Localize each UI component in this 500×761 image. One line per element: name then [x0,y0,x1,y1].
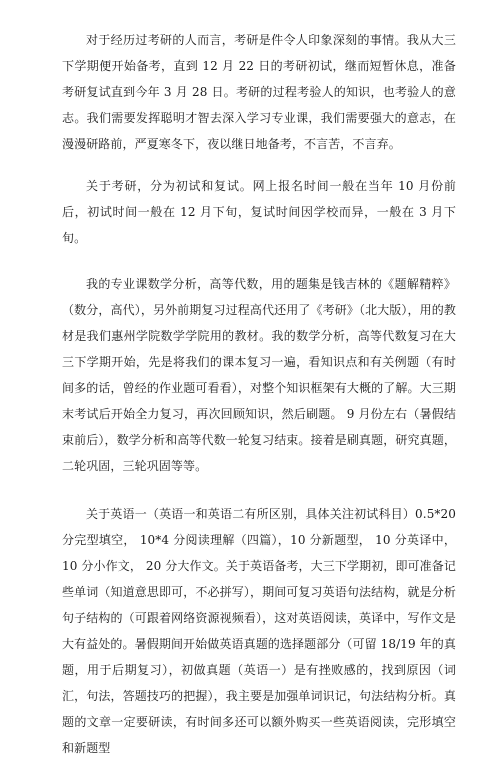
paragraph-english-review: 关于英语一（英语一和英语二有所区别，具体关注初试科目）0.5*20分完型填空， 10*4 分阅读理解（四篇），10 分新题型， 10 分英译中， 10 分小作文， 20 分大作文。关于英语备考，大三下学期初，即可准备记些单词（知道意思即可，不必拼写），期间可复习英语句法结构，就是分析句子结构的（可跟着网络资源视频看），这对英语阅读，英译中，写作文是大有益处的。暑假期间开始做英语真题的选择题部分（可留 18/19 年的真题，用于后期复习），初做真题（英语一）是有挫败感的，找到原因（词汇，句法，答题技巧的把握），我主要是加强单词识记，句法结构分析。真题的文章一定要研读，有时间多还可以额外购买一些英语阅读，完形填空和新题型 [62,507,456,755]
paragraph-math-review: 我的专业课数学分析，高等代数，用的题集是钱吉林的《题解精粹》（数分，高代），另外前期复习过程高代还用了《考研》（北大版），用的教材是我们惠州学院数学学院用的教材。我的数学分析，高等代数复习在大三下学期开始，先是将我们的课本复习一遍，看知识点和有关例题（有时间多的话，曾经的作业题可看看），对整个知识框架有大概的了解。大三期末考试后开始全力复习，再次回顾知识，然后刷题。 9 月份左右（暑假结束前后），数学分析和高等代数一轮复习结束。接着是刷真题，研究真题，二轮巩固，三轮巩固等等。 [62,277,456,473]
paragraph-intro: 对于经历过考研的人而言，考研是件令人印象深刻的事情。我从大三下学期便开始备考，直到 12 月 22 日的考研初试，继而短暂休息，准备考研复试直到今年 3 月 28 日。考研的过程考验人的知识，也考验人的意志。我们需要发挥聪明才智去深入学习专业课，我们需要强大的意志，在漫漫研路前，严夏寒冬下，夜以继日地备考，不言苦，不言弃。 [62,33,456,151]
paragraph-exam-schedule: 关于考研，分为初试和复试。网上报名时间一般在当年 10 月份前后，初试时间一般在 12 月下旬，复试时间因学校而异，一般在 3 月下旬。 [62,179,456,245]
